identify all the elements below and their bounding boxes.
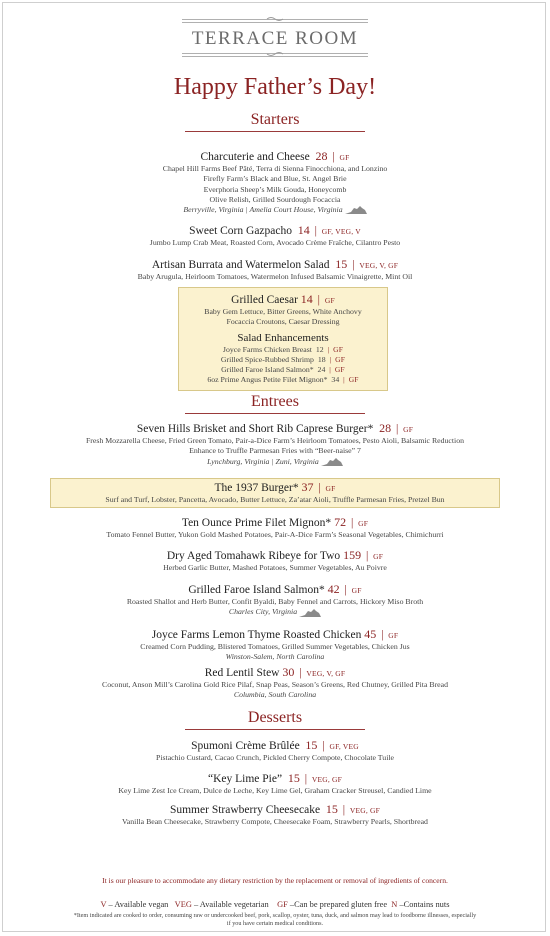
item-desc: Chapel Hill Farms Beef Pâté, Terra di Sienna Finocchiona, and Lonzino	[162, 164, 388, 173]
item-desc: Olive Relish, Grilled Sourdough Focaccia	[209, 194, 341, 204]
item-origin: Winston-Salem, North Carolina	[225, 652, 325, 662]
section-title-entrees: Entrees	[251, 393, 299, 410]
section-title-desserts: Desserts	[247, 709, 303, 726]
legend-key: VEG	[174, 900, 192, 909]
item-price: 15	[325, 802, 338, 816]
legend-text: – Available vegan	[106, 900, 169, 909]
item-desc: Surf and Turf, Lobster, Pancetta, Avocado, Butter Lettuce, Za’atar Aioli, Truffle Parmesan Fries, Pretzel Bun	[105, 495, 445, 504]
enhancement-price: 24	[317, 365, 326, 375]
menu-item: Seven Hills Brisket and Short Rib Caprese Burger* 28 | GF Fresh Mozzarella Cheese, Fried Green Tomato, Pair-a-Dice Farm’s Heirloom Tomatoes, Pesto Aioli, Balsamic Reduction Enhance to Truffle Parmesan Fries with “Beer-naise” 7 Lynchburg, Virginia | Zuni, Virginia	[0, 422, 550, 467]
item-tags: GF	[388, 631, 399, 640]
menu-item: Artisan Burrata and Watermelon Salad 15 | VEG, V, GF Baby Arugula, Heirloom Tomatoes, Watermelon Infused Balsamic Vinaigrette, Mint Oil	[0, 258, 550, 282]
item-name: Grilled Faroe Island Salmon*	[188, 584, 325, 596]
enhancement-tags: GF	[333, 344, 344, 354]
enhancement-price: 18	[317, 354, 326, 364]
menu-item: Joyce Farms Lemon Thyme Roasted Chicken 45 | GF Creamed Corn Pudding, Blistered Tomatoes, Grilled Summer Vegetables, Chicken Jus Winston-Salem, North Carolina	[0, 628, 550, 663]
item-desc: Focaccia Croutons, Caesar Dressing	[226, 317, 340, 327]
menu-item-caesar: Grilled Caesar 14 | GF Baby Gem Lettuce, Bitter Greens, White Anchovy Focaccia Croutons, Caesar Dressing Salad Enhancements Joyce Farms Chicken Breast 12 | GF Grilled Spice-Rubbed Shrimp 18 | GF Grilled Faroe Island Salmon* 24 | GF 6oz Prime Angus Petite Filet Mignon* 34 | GF	[178, 293, 388, 386]
item-desc: Key Lime Zest Ice Cream, Dulce de Leche, Key Lime Gel, Graham Cracker Streusel, Candied Lime	[118, 786, 432, 795]
section-rule	[185, 413, 365, 414]
item-desc: Vanilla Bean Cheesecake, Strawberry Compote, Cheesecake Foam, Strawberry Pearls, Shortbread	[122, 817, 428, 826]
brand-name: TERRACE ROOM	[191, 28, 359, 49]
item-desc: Jumbo Lump Crab Meat, Roasted Corn, Avocado Crème Fraîche, Cilantro Pesto	[149, 238, 401, 247]
item-desc: Fresh Mozzarella Cheese, Fried Green Tomato, Pair-a-Dice Farm’s Heirloom Tomatoes, Pesto Aioli, Balsamic Reduction	[85, 436, 465, 445]
item-name: Ten Ounce Prime Filet Mignon*	[181, 517, 332, 529]
legend-key: GF	[277, 900, 288, 909]
item-desc: Coconut, Anson Mill’s Carolina Gold Rice Pilaf, Snap Peas, Season’s Greens, Red Chutney, Grilled Pita Bread	[102, 680, 448, 689]
legend-text: –Contains nuts	[397, 900, 450, 909]
item-tags: GF	[325, 484, 336, 493]
item-tags: GF	[351, 586, 362, 595]
enhancement-label: Grilled Spice-Rubbed Shrimp	[220, 354, 314, 364]
item-name: Charcuterie and Cheese	[200, 151, 310, 163]
virginia-state-icon	[299, 608, 321, 618]
item-desc: Everphoria Sheep’s Milk Gouda, Honeycomb	[203, 184, 347, 194]
enhancement-tags: GF	[334, 365, 345, 375]
item-price: 15	[335, 257, 348, 271]
item-name: The 1937 Burger*	[214, 482, 299, 494]
section-rule	[185, 729, 365, 730]
fine-print-line: *Item indicated are cooked to order, consuming raw or undercooked beef, pork, scallop, oyster, tuna, duck, and salmon may lead to foodborne illnesses, especially	[73, 912, 477, 919]
item-name: Joyce Farms Lemon Thyme Roasted Chicken	[151, 629, 362, 641]
item-desc: Baby Arugula, Heirloom Tomatoes, Watermelon Infused Balsamic Vinaigrette, Mint Oil	[137, 272, 413, 281]
item-origin: Berryville, Virginia | Amelia Court House, Virginia	[183, 205, 343, 215]
logo-top-rule-2	[182, 22, 368, 23]
item-tags: VEG, GF	[311, 775, 343, 784]
item-tags: VEG, GF	[349, 806, 381, 815]
item-price: 42	[327, 582, 340, 596]
page-headline: Happy Father’s Day!	[173, 74, 377, 100]
item-desc: Enhance to Truffle Parmesan Fries with “Beer-naise” 7	[189, 446, 361, 456]
virginia-state-icon	[321, 457, 343, 467]
item-origin: Columbia, South Carolina	[233, 690, 317, 700]
menu-item: Red Lentil Stew 30 | VEG, V, GF Coconut, Anson Mill’s Carolina Gold Rice Pilaf, Snap Peas, Season’s Greens, Red Chutney, Grilled Pita Bread Columbia, South Carolina	[0, 666, 550, 701]
item-tags: GF	[339, 153, 350, 162]
legend-text: – Available vegetarian	[191, 900, 269, 909]
menu-item: “Key Lime Pie” 15 | VEG, GF Key Lime Zest Ice Cream, Dulce de Leche, Key Lime Gel, Graham Cracker Streusel, Candied Lime	[0, 772, 550, 796]
item-price: 159	[343, 548, 362, 562]
item-desc: Baby Gem Lettuce, Bitter Greens, White Anchovy	[204, 307, 362, 316]
item-name: Summer Strawberry Cheesecake	[169, 804, 321, 816]
legend-key: V	[100, 900, 107, 909]
menu-item: Ten Ounce Prime Filet Mignon* 72 | GF Tomato Fennel Butter, Yukon Gold Mashed Potatoes, Pair-A-Dice Farm’s Seasonal Vegetables, Chimichurri	[0, 516, 550, 540]
item-origin: Lynchburg, Virginia | Zuni, Virginia	[207, 456, 319, 466]
menu-item: Spumoni Crème Brûlée 15 | GF, VEG Pistachio Custard, Cacao Crunch, Pickled Cherry Compote, Chocolate Tuile	[0, 739, 550, 763]
item-tags: GF, VEG	[329, 742, 359, 751]
item-tags: VEG, V, GF	[359, 261, 399, 270]
item-desc: Creamed Corn Pudding, Blistered Tomatoes, Grilled Summer Vegetables, Chicken Jus	[140, 642, 410, 651]
item-name: Seven Hills Brisket and Short Rib Caprese Burger*	[136, 423, 374, 435]
section-title-starters: Starters	[250, 111, 300, 128]
dietary-legend	[0, 900, 550, 909]
enhancements-title: Salad Enhancements	[237, 331, 329, 344]
item-name: “Key Lime Pie”	[207, 773, 283, 785]
menu-item: Dry Aged Tomahawk Ribeye for Two 159 | GF Herbed Garlic Butter, Mashed Potatoes, Summer Vegetables, Au Poivre	[0, 549, 550, 573]
item-name: Sweet Corn Gazpacho	[189, 225, 292, 237]
enhancement-label: 6oz Prime Angus Petite Filet Mignon*	[207, 375, 328, 385]
fine-print-line: if you have certain medical conditions.	[226, 920, 324, 927]
fine-print	[30, 912, 520, 928]
item-price: 14	[300, 292, 313, 306]
item-price: 28	[379, 421, 392, 435]
scroll-ornament-icon	[266, 51, 284, 57]
virginia-state-icon	[345, 205, 367, 215]
item-name: Red Lentil Stew	[204, 667, 280, 679]
item-desc: Herbed Garlic Butter, Mashed Potatoes, Summer Vegetables, Au Poivre	[163, 563, 387, 572]
item-price: 15	[305, 738, 318, 752]
item-price: 14	[297, 223, 310, 237]
logo	[178, 16, 372, 58]
scroll-ornament-icon	[266, 16, 284, 22]
item-tags: GF, VEG, V	[321, 227, 361, 236]
legend-text: –Can be prepared gluten free	[287, 900, 388, 909]
item-tags: GF	[373, 552, 384, 561]
legend-key: N	[391, 900, 398, 909]
enhancement-tags: GF	[348, 375, 359, 385]
item-price: 72	[334, 515, 347, 529]
item-desc: Pistachio Custard, Cacao Crunch, Pickled Cherry Compote, Chocolate Tuile	[156, 753, 394, 762]
dietary-note: It is our pleasure to accommodate any dietary restriction by the replacement or removal of ingredients of concern.	[102, 876, 448, 885]
item-price: 37	[301, 480, 314, 494]
item-name: Spumoni Crème Brûlée	[191, 740, 300, 752]
item-price: 45	[364, 627, 377, 641]
enhancement-label: Grilled Faroe Island Salmon*	[221, 365, 314, 375]
enhancement-label: Joyce Farms Chicken Breast	[222, 344, 312, 354]
menu-item: Sweet Corn Gazpacho 14 | GF, VEG, V Jumbo Lump Crab Meat, Roasted Corn, Avocado Crème Fraîche, Cilantro Pesto	[0, 224, 550, 248]
item-tags: GF	[324, 296, 335, 305]
item-tags: GF	[403, 425, 414, 434]
item-price: 28	[315, 149, 328, 163]
enhancement-price: 34	[331, 375, 340, 385]
item-price: 15	[287, 771, 300, 785]
menu-item-featured: The 1937 Burger* 37 | GF Surf and Turf, Lobster, Pancetta, Avocado, Butter Lettuce, Za’atar Aioli, Truffle Parmesan Fries, Pretzel Bun	[0, 481, 550, 505]
item-name: Artisan Burrata and Watermelon Salad	[151, 259, 330, 271]
menu-item: Grilled Faroe Island Salmon* 42 | GF Roasted Shallot and Herb Butter, Confit Byaldi, Baby Fennel and Carrots, Hickory Miso Broth Charles City, Virginia	[0, 583, 550, 618]
menu-item: Summer Strawberry Cheesecake 15 | VEG, GF Vanilla Bean Cheesecake, Strawberry Compote, Cheesecake Foam, Strawberry Pearls, Shortbread	[0, 803, 550, 827]
item-price: 30	[282, 665, 295, 679]
section-rule	[185, 131, 365, 132]
item-name: Grilled Caesar	[231, 294, 298, 306]
enhancement-price: 12	[315, 344, 324, 354]
menu-item: Charcuterie and Cheese 28 | GF Chapel Hill Farms Beef Pâté, Terra di Sienna Finocchiona, and Lonzino Firefly Farm’s Black and Blue, St. Angel Brie Everphoria Sheep’s Milk Gouda, Honeycomb Olive Relish, Grilled Sourdough Focaccia Berryville, Virginia | Amelia Court House, Virginia	[0, 150, 550, 215]
item-name: Dry Aged Tomahawk Ribeye for Two	[166, 550, 341, 562]
item-tags: VEG, V, GF	[306, 669, 346, 678]
item-desc: Tomato Fennel Butter, Yukon Gold Mashed Potatoes, Pair-A-Dice Farm’s Seasonal Vegetables, Chimichurri	[106, 530, 444, 539]
item-desc: Firefly Farm’s Black and Blue, St. Angel Brie	[203, 174, 347, 184]
item-tags: GF	[358, 519, 369, 528]
enhancement-tags: GF	[335, 354, 346, 364]
item-desc: Roasted Shallot and Herb Butter, Confit Byaldi, Baby Fennel and Carrots, Hickory Miso Broth	[126, 597, 424, 606]
item-origin: Charles City, Virginia	[228, 607, 298, 617]
